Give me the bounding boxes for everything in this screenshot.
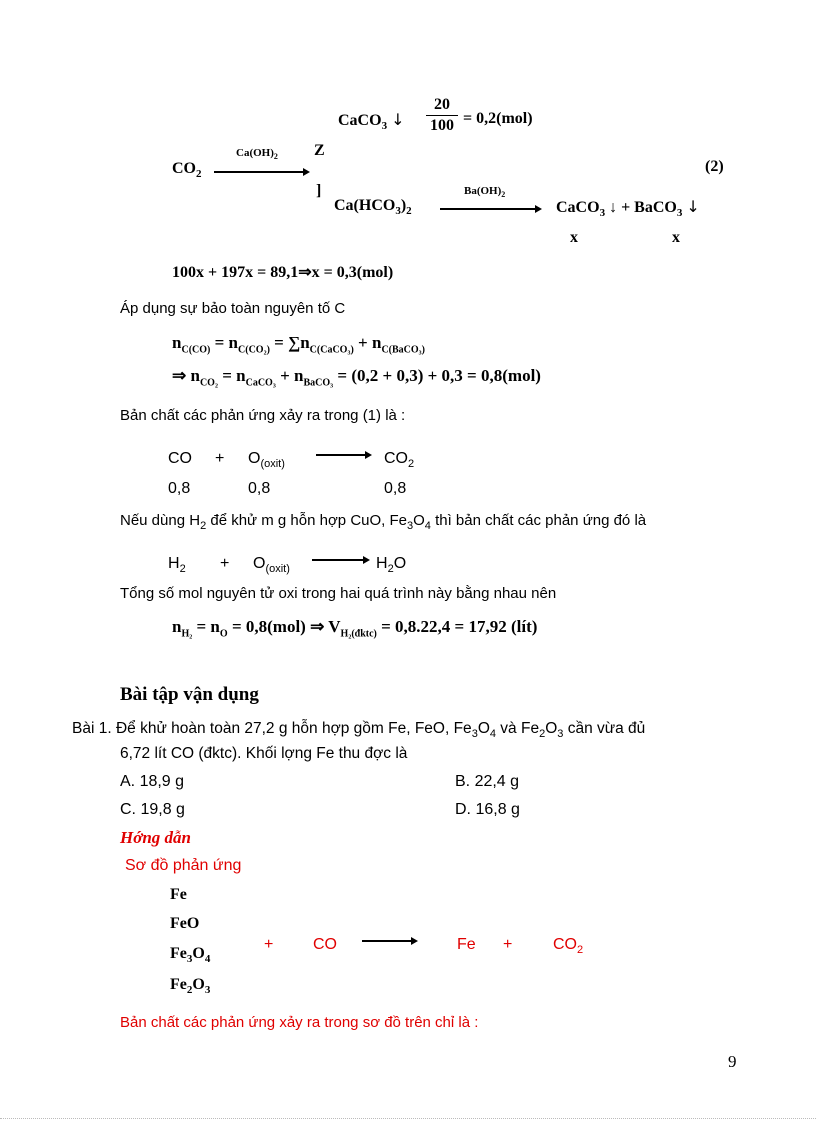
co2-product: $CO_2$ — [384, 450, 415, 471]
co-plus: + — [215, 450, 225, 467]
scheme-plus-2: + — [503, 936, 513, 953]
fraction-result: = 0,2(mol) — [463, 110, 533, 127]
arrow1-label: $Ca(OH)_2$ — [236, 147, 278, 162]
co-reactant: CO — [168, 450, 192, 467]
z-label: Z — [314, 142, 325, 159]
fraction: 20 100 — [426, 96, 458, 135]
apply-conservation-text: Áp dụng sự bảo toàn nguyên tố C — [120, 300, 346, 317]
eq-number-2: (2) — [705, 158, 724, 175]
x-caco3: x — [570, 229, 578, 246]
scheme-co: CO — [313, 936, 337, 953]
h2-sentence: Nếu dùng $H_2$ để khử m g hỗn hợp CuO, $Fe_3O_4$ thì bản chất các phản ứng đó là — [120, 512, 647, 532]
problem-1-line-1: Bài 1. Để khử hoàn toàn 27,2 g hỗn hợp gồm Fe, FeO, $Fe_3O_4$ và $Fe_2O_3$ cần vừa đủ — [72, 720, 646, 741]
scheme-fe: Fe — [170, 886, 187, 903]
o-value: 0,8 — [248, 480, 271, 497]
co-value: 0,8 — [168, 480, 191, 497]
co2-reactant: $CO_2$ — [172, 160, 202, 180]
sum-equation: $n_{C(CO)} = n_{C(CO_2)} = \sum n_{C(CaCO_3)} + n_{C(BaCO_3)}$ — [172, 333, 425, 356]
option-c: C. 19,8 g — [120, 801, 185, 818]
result-equation: ⇒ $n_{CO_2} = n_{CaCO_3} + n_{BaCO_3} = (0,2 + 0,3) + 0,3 = 0,8(mol)$ — [172, 366, 541, 389]
scheme-product-fe: Fe — [457, 936, 476, 953]
h2-reactant: $H_2$ — [168, 555, 186, 576]
page-bottom-divider — [0, 1118, 816, 1119]
o-oxit: $O_{(oxit)}$ — [248, 450, 285, 471]
scheme-feo: FeO — [170, 915, 200, 932]
option-b: B. 22,4 g — [455, 773, 520, 790]
total-mol-sentence: Tổng số mol nguyên tử oxi trong hai quá trình này bằng nhau nên — [120, 585, 557, 602]
products-caco3-baco3: CaCO$_3$ ↓ + BaCO$_3$ ↓ — [556, 197, 700, 219]
problem-1-line-2: 6,72 lít CO (đktc). Khối lợng Fe thu đợc là — [120, 745, 408, 762]
nature-reactions-1: Bản chất các phản ứng xảy ra trong (1) là : — [120, 407, 406, 424]
section-title: Bài tập vận dụng — [120, 684, 259, 705]
scheme-arrow-icon — [362, 937, 418, 945]
arrow4-icon — [312, 556, 370, 564]
equation-100x: 100x + 197x = 89,1⇒x = 0,3(mol) — [172, 264, 394, 281]
h2o-product: $H_2O$ — [376, 555, 407, 576]
scheme-product-co2: $CO_2$ — [553, 936, 584, 957]
final-equation: $n_{H_2} = n_O = 0,8(mol)$ ⇒ $V_{H_2(đktc)} = 0,8.22,4 = 17,92$ (lít) — [172, 617, 538, 640]
h2-plus: + — [220, 555, 230, 572]
caco3-top: CaCO$_3$ ↓ — [338, 110, 405, 132]
guide-title: Hớng dẫn — [120, 828, 192, 847]
scheme-plus-1: + — [264, 936, 274, 953]
x-baco3: x — [672, 229, 680, 246]
page-number: 9 — [728, 1052, 737, 1071]
scheme-fe2o3: $Fe_2O_3$ — [170, 976, 211, 996]
scheme-fe3o4: $Fe_3O_4$ — [170, 945, 211, 965]
arrow2-icon — [440, 205, 544, 213]
arrow1-icon — [214, 168, 310, 176]
cahco3: $Ca(HCO_3)_2$ — [334, 197, 412, 217]
option-a: A. 18,9 g — [120, 773, 185, 790]
option-d: D. 16,8 g — [455, 801, 520, 818]
arrow3-icon — [316, 451, 372, 459]
o-oxit-2: $O_{(oxit)}$ — [253, 555, 290, 576]
arrow2-label: $Ba(OH)_2$ — [464, 185, 506, 200]
scheme-title: Sơ đồ phản ứng — [125, 857, 242, 874]
bracket: ] — [316, 182, 322, 199]
nature-reactions-2: Bản chất các phản ứng xảy ra trong sơ đồ trên chỉ là : — [120, 1014, 479, 1031]
co2-value: 0,8 — [384, 480, 407, 497]
